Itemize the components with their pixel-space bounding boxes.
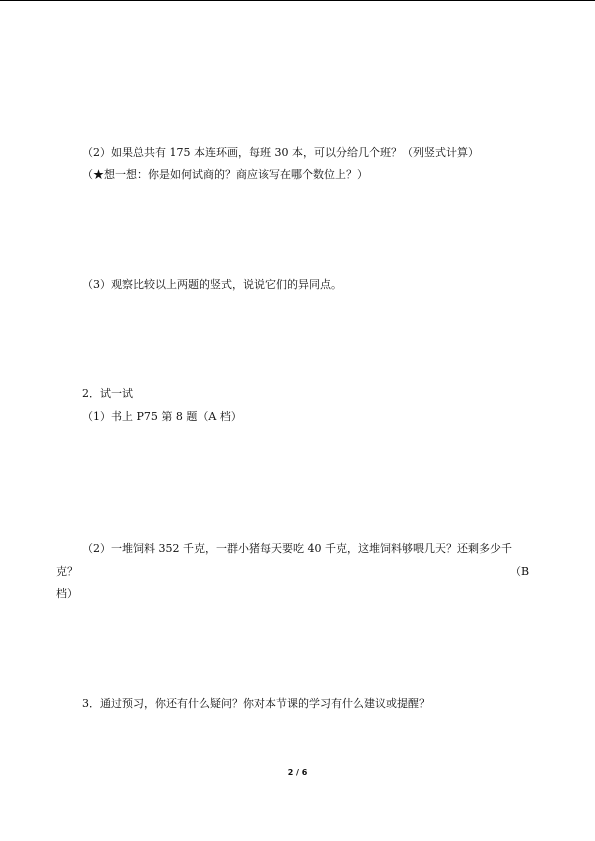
header-rule [0,0,595,1]
question-2-part-2-line-1: （2）一堆饲料 352 千克，一群小猪每天要吃 40 千克，这堆饲料够喂几天？还剩多少千 [82,542,512,555]
page-number: 2 / 6 [287,768,308,777]
question-2-level-label: （B [510,565,530,578]
question-1-hint: （★想一想：你是如何试商的？商应该写在哪个数位上？） [82,168,368,181]
question-1-part-2: （2）如果总共有 175 本连环画，每班 30 本，可以分给几个班？（列竖式计算） [82,146,479,159]
question-2-heading: 2．试一试 [82,387,133,400]
question-2-part-2-line-2: 克？ [56,565,78,578]
question-1-part-3: （3）观察比较以上两题的竖式，说说它们的异同点。 [82,278,342,291]
question-2-part-2-line-3: 档） [56,587,78,600]
question-3: 3．通过预习，你还有什么疑问？你对本节课的学习有什么建议或提醒？ [82,697,430,710]
question-2-part-1: （1）书上 P75 第 8 题（A 档） [82,410,242,423]
